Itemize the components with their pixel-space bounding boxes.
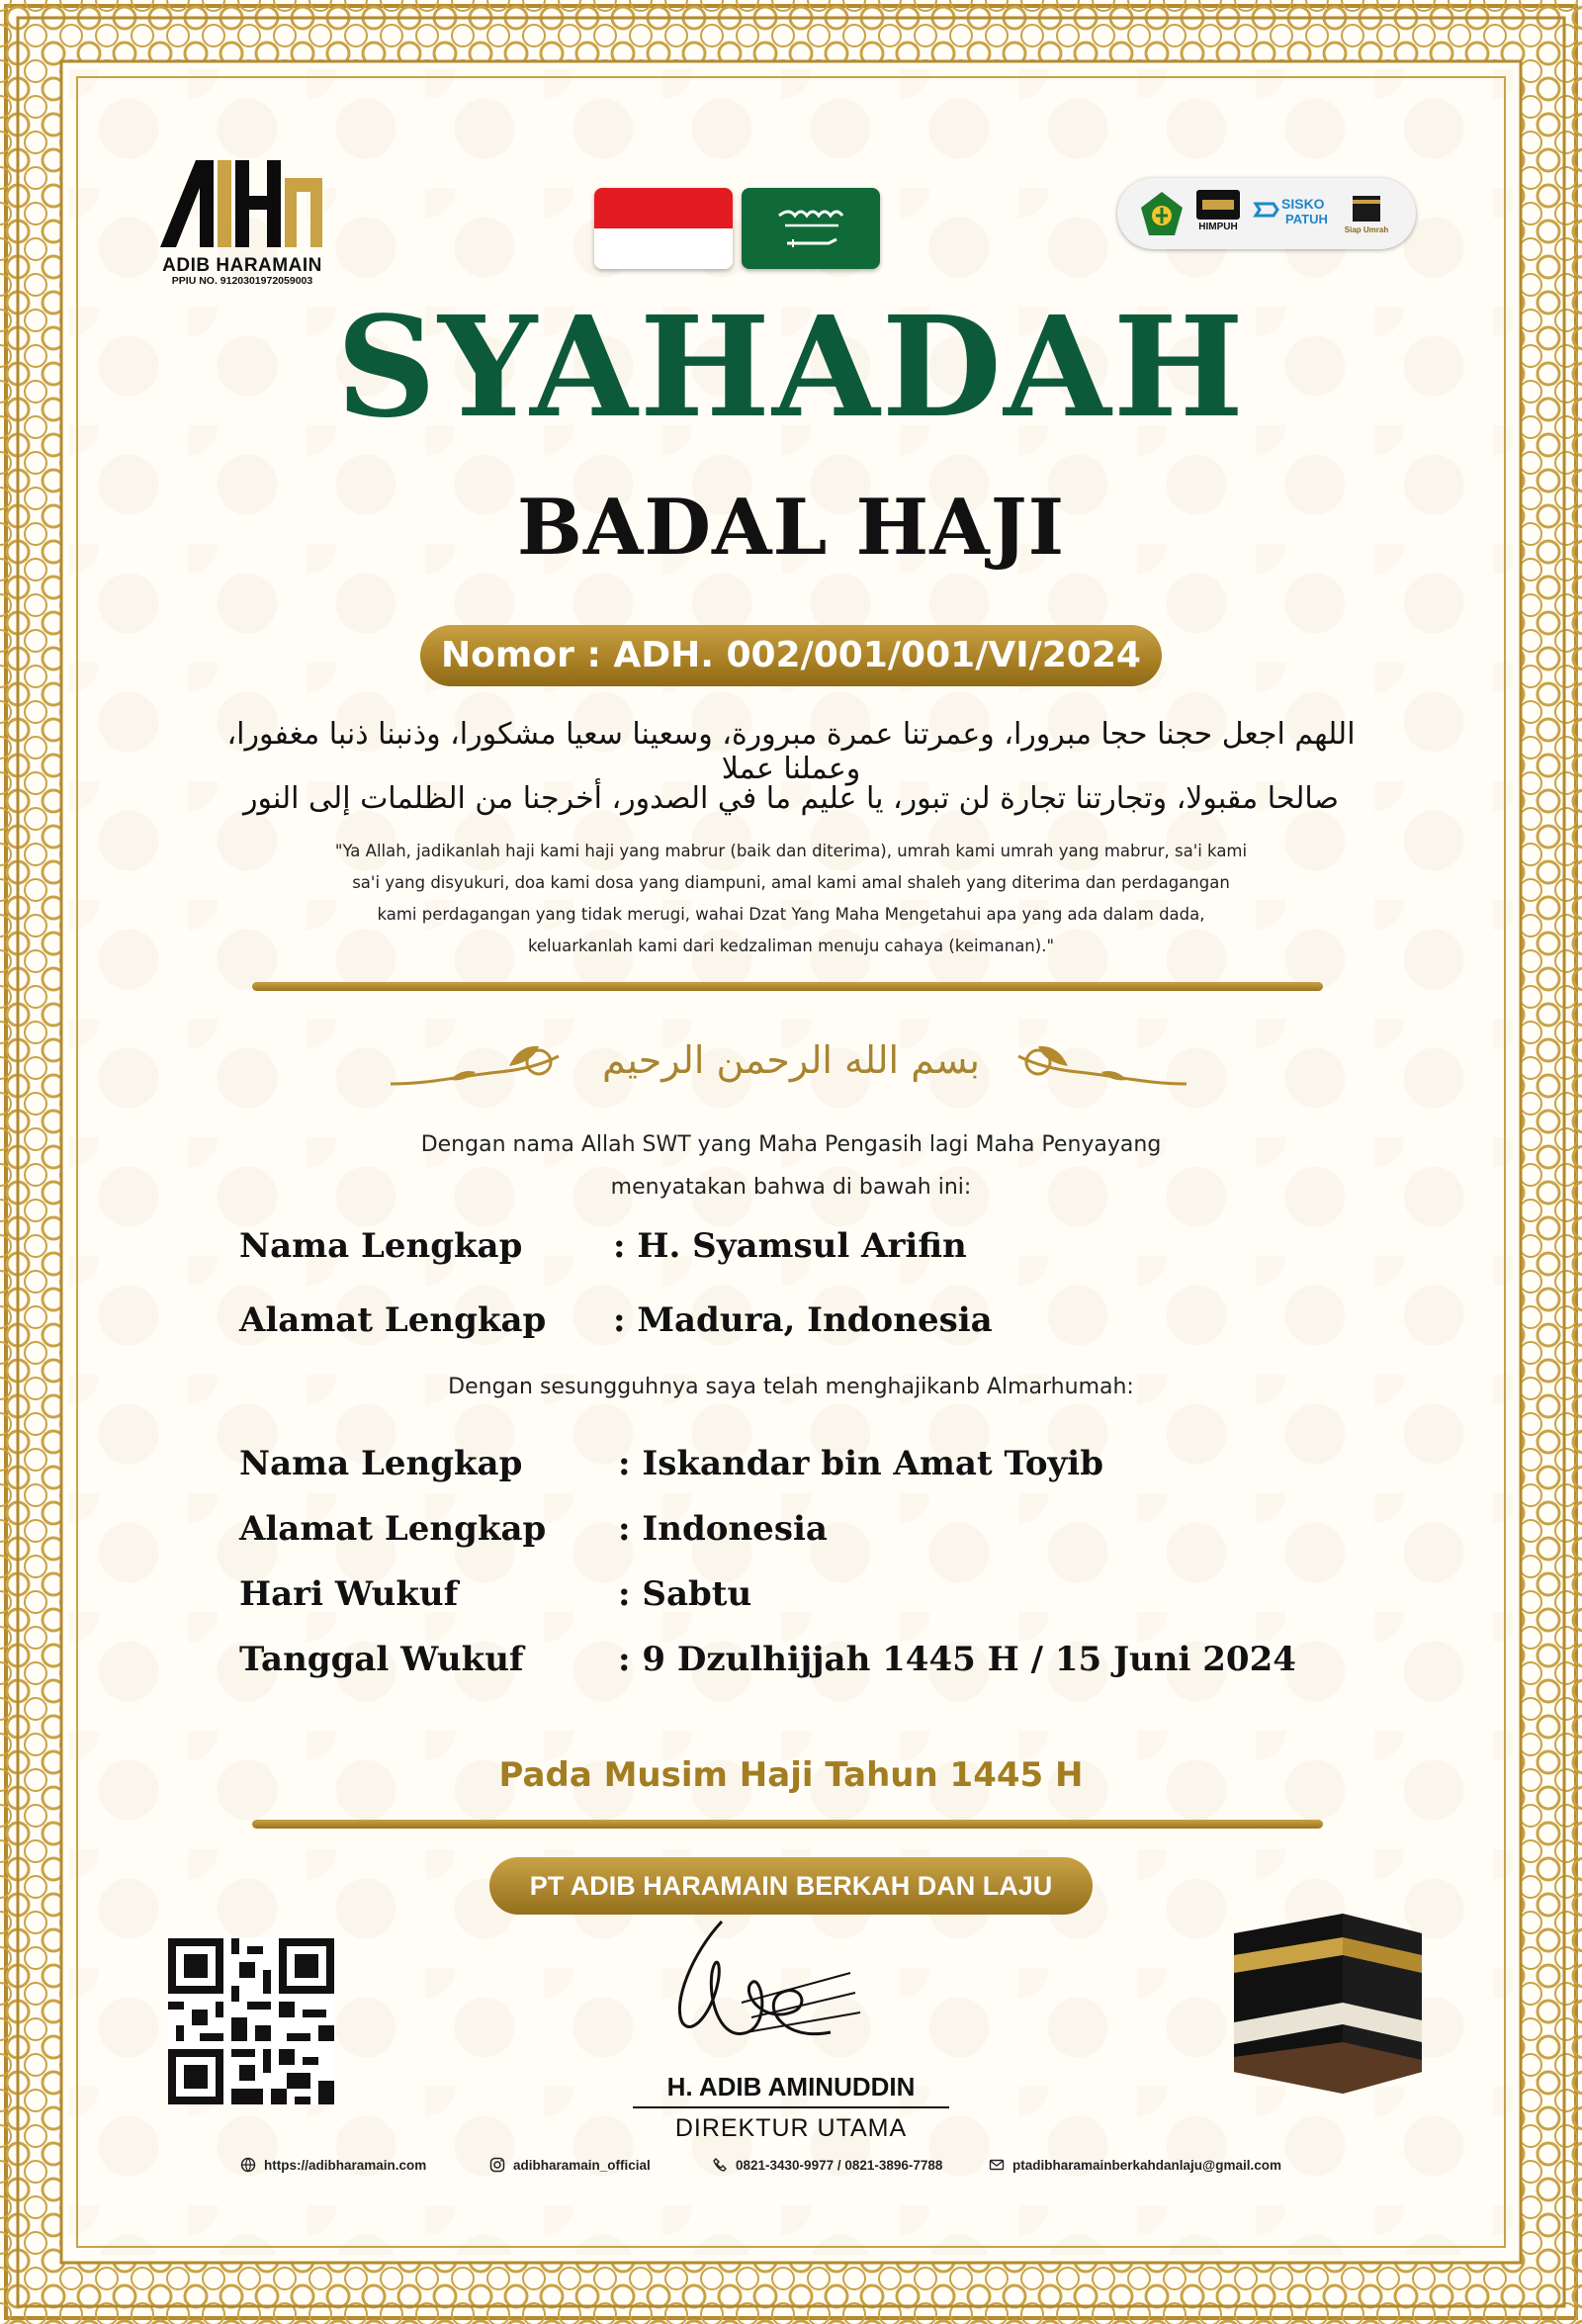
certificate-number: Nomor : ADH. 002/001/001/VI/2024: [420, 625, 1162, 686]
divider-top: [252, 982, 1323, 991]
himpuh-logo-icon: [1196, 190, 1240, 220]
wukuf-date-value: : 9 Dzulhijjah 1445 H / 15 Juni 2024: [618, 1640, 1296, 1679]
wukuf-day-label: Hari Wukuf: [239, 1574, 459, 1614]
saudi-arabia-flag-icon: [742, 188, 880, 269]
phone-text: 0821-3430-9977 / 0821-3896-7788: [736, 2157, 943, 2173]
instagram-icon: [489, 2157, 505, 2173]
qr-code: [168, 1938, 334, 2104]
deceased-address-label: Alamat Lengkap: [239, 1509, 547, 1549]
doa-line-2: sa'i yang disyukuri, doa kami dosa yang diampuni, amal kami amal shaleh yang diterima dan perdagangan: [352, 873, 1230, 892]
hajj-season: Pada Musim Haji Tahun 1445 H: [498, 1755, 1084, 1795]
performer-address-label: Alamat Lengkap: [239, 1300, 547, 1340]
kaaba-illustration: [1224, 1904, 1427, 2097]
deceased-address-value: : Indonesia: [618, 1509, 828, 1549]
email-text: ptadibharamainberkahdanlaju@gmail.com: [1012, 2157, 1281, 2173]
partner-logos: [1117, 178, 1416, 249]
footer-instagram[interactable]: [489, 2154, 651, 2176]
floral-ornament-right-icon: [1009, 1036, 1186, 1096]
adib-haramain-logo: [138, 148, 346, 252]
globe-icon: [240, 2157, 256, 2173]
siap-umrah-label: Siap Umrah: [1344, 225, 1389, 234]
signatory-name: H. ADIB AMINUDDIN: [666, 2072, 916, 2101]
performer-name-label: Nama Lengkap: [239, 1226, 523, 1266]
page-title: SYAHADAH: [336, 287, 1246, 449]
company-name-badge: PT ADIB HARAMAIN BERKAH DAN LAJU: [489, 1857, 1093, 1915]
doa-translation: [297, 836, 1285, 962]
basmala: بسم الله الرحمن الرحيم: [602, 1038, 980, 1082]
wukuf-date-label: Tanggal Wukuf: [239, 1640, 524, 1679]
himpuh-label: HIMPUH: [1198, 222, 1238, 232]
website-text: https://adibharamain.com: [264, 2157, 427, 2173]
footer-email[interactable]: [989, 2154, 1281, 2176]
doa-line-3: kami perdagangan yang tidak merugi, wahai Dzat Yang Maha Mengetahui apa yang ada dalam dada,: [377, 905, 1205, 924]
brand-name: ADIB HARAMAIN: [162, 255, 322, 276]
instagram-text: adibharamain_official: [513, 2157, 651, 2173]
performer-address-value: : Madura, Indonesia: [613, 1300, 993, 1340]
intro-line-2: menyatakan bahwa di bawah ini:: [610, 1175, 972, 1200]
signature-line: [633, 2106, 949, 2108]
ppiu-number: PPIU NO. 9120301972059003: [171, 275, 313, 287]
footer-phone[interactable]: [712, 2154, 942, 2176]
indonesia-flag-icon: [594, 188, 733, 269]
sisko-patuh-logo-icon: [1252, 196, 1281, 225]
signatory-title: DIREKTUR UTAMA: [674, 2114, 908, 2142]
page-subtitle: BADAL HAJI: [516, 483, 1066, 573]
divider-bottom: [252, 1820, 1323, 1829]
phone-icon: [712, 2157, 728, 2173]
floral-ornament-left-icon: [391, 1036, 569, 1096]
intro-line-1: Dengan nama Allah SWT yang Maha Pengasih lagi Maha Penyayang: [420, 1132, 1162, 1157]
email-icon: [989, 2157, 1005, 2173]
arabic-doa-line-1: اللهم اجعل حجنا حجا مبرورا، وعمرتنا عمرة مبرورة، وسعينا سعيا مشكورا، وذنبنا ذنبا مغفورا، وعملنا عملا: [226, 717, 1356, 786]
doa-line-1: "Ya Allah, jadikanlah haji kami haji yang mabrur (baik dan diterima), umrah kami umrah yang mabrur, sa'i kami: [334, 842, 1248, 860]
siap-umrah-logo-icon: [1347, 188, 1386, 223]
sisko-label: SISKO: [1281, 196, 1325, 212]
statement: Dengan sesungguhnya saya telah menghajikanb Almarhumah:: [448, 1375, 1134, 1399]
doa-line-4: keluarkanlah kami dari kedzaliman menuju cahaya (keimanan).": [527, 937, 1055, 955]
deceased-name-value: : Iskandar bin Amat Toyib: [618, 1444, 1103, 1483]
signature: [653, 1914, 870, 2062]
deceased-name-label: Nama Lengkap: [239, 1444, 523, 1483]
footer-website[interactable]: [240, 2154, 426, 2176]
wukuf-day-value: : Sabtu: [618, 1574, 752, 1614]
arabic-doa-line-2: صالحا مقبولا، وتجارتنا تجارة لن تبور، يا عليم ما في الصدور، أخرجنا من الظلمات إلى النور: [243, 781, 1339, 816]
kemenag-logo-icon: [1139, 190, 1185, 237]
patuh-label: PATUH: [1285, 212, 1328, 226]
performer-name-value: : H. Syamsul Arifin: [613, 1226, 967, 1266]
